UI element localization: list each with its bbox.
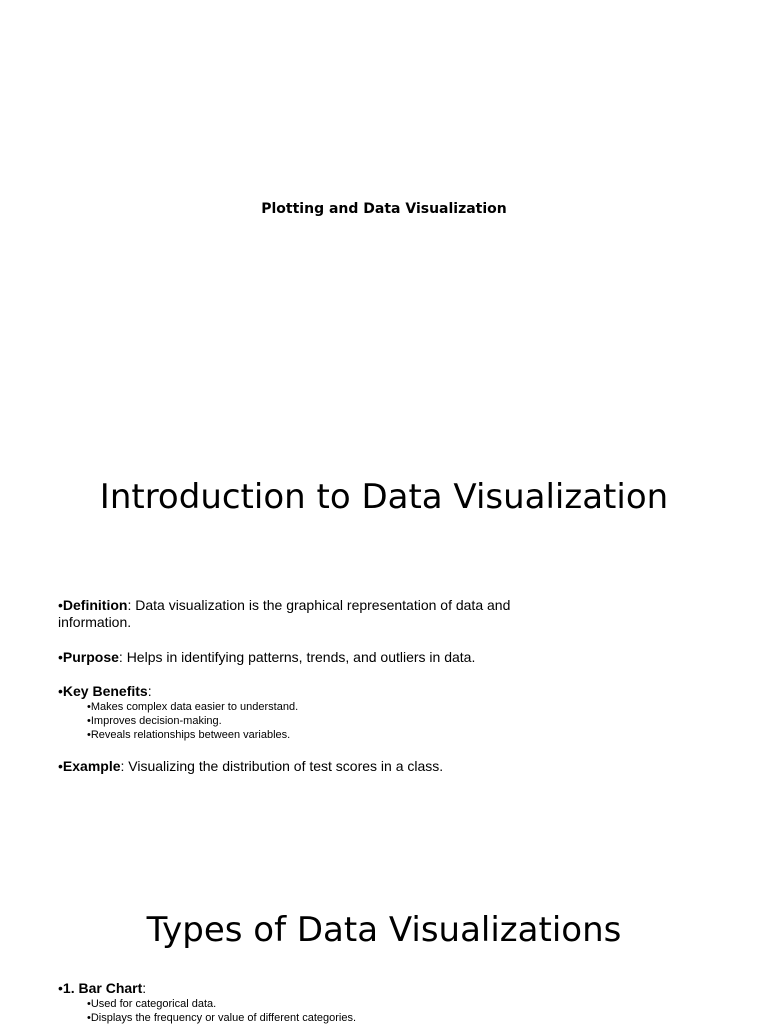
bullet-term: Definition: [62, 597, 128, 613]
bullet-marker: •: [58, 649, 63, 665]
bullet-marker: •: [87, 701, 91, 713]
bullet-marker: •: [58, 980, 63, 996]
sub-item-text: Improves decision-making.: [90, 715, 222, 727]
bullet-text: : Helps in identifying patterns, trends, and outliers in data.: [118, 649, 476, 665]
bullet-example: [58, 758, 538, 775]
sub-list-item: [87, 700, 538, 714]
bullet-marker: •: [87, 998, 91, 1010]
slide-heading-types: Types of Data Visualizations: [146, 910, 622, 950]
bar-chart-sub-list: [58, 997, 538, 1025]
sub-list-item: [87, 997, 538, 1011]
bullet-marker: •: [58, 597, 63, 613]
sub-list-item: [87, 1011, 538, 1025]
sub-item-text: Used for categorical data.: [90, 998, 217, 1010]
bullet-purpose: [58, 649, 538, 666]
bullet-term: Key Benefits: [62, 683, 148, 699]
bullet-text: : Data visualization is the graphical representation of data and information.: [58, 597, 511, 630]
bullet-term: 1. Bar Chart: [62, 980, 143, 996]
bullet-text: : Visualizing the distribution of test scores in a class.: [120, 758, 444, 774]
sub-item-text: Displays the frequency or value of different categories.: [90, 1012, 357, 1024]
bullet-term: Purpose: [62, 649, 119, 665]
sub-item-text: Makes complex data easier to understand.: [90, 701, 299, 713]
bullet-text: :: [142, 980, 147, 996]
bullet-marker: •: [87, 1012, 91, 1024]
bullet-marker: •: [58, 758, 63, 774]
bullet-marker: •: [58, 683, 63, 699]
bullet-bar-chart: [58, 980, 538, 1025]
key-benefits-sub-list: [58, 700, 538, 742]
sub-list-item: [87, 728, 538, 742]
document-title: Plotting and Data Visualization: [261, 201, 507, 217]
slide-heading-introduction: Introduction to Data Visualization: [99, 477, 669, 517]
bullet-marker: •: [87, 729, 91, 741]
bullet-definition: [58, 597, 538, 631]
bullet-marker: •: [87, 715, 91, 727]
bullet-key-benefits: [58, 683, 538, 742]
sub-list-item: [87, 714, 538, 728]
sub-item-text: Reveals relationships between variables.: [90, 729, 291, 741]
bullet-term: Example: [62, 758, 121, 774]
bullet-text: :: [147, 683, 152, 699]
